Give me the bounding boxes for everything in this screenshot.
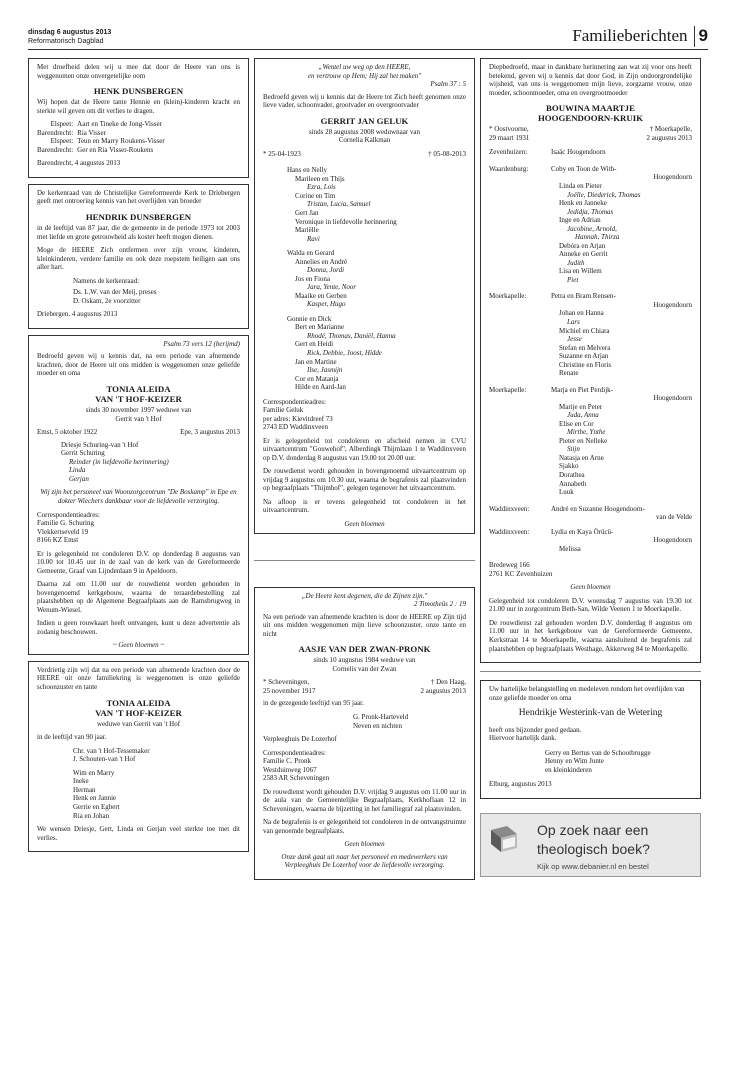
family-list	[37, 120, 240, 154]
widow-line: sinds 30 november 1997 weduwe van	[85, 406, 192, 415]
after-text: Na afloop is er tevens gelegenheid tot condoleren in het uitvaartcentrum.	[263, 497, 466, 515]
address-line: Vlekkertseveld 19	[37, 527, 89, 536]
family-member: Linda en Pieter	[559, 182, 602, 190]
family-member: Hilde en Aard-Jan	[295, 383, 346, 392]
deceased-name: AASJE VAN DER ZWAN-PRONK	[298, 644, 431, 655]
newspaper-name: Reformatorisch Dagblad	[28, 38, 104, 46]
thanks-line: heeft ons bijzonder goed gedaan.	[489, 725, 582, 734]
family-member: Henk en Janneke	[559, 199, 607, 208]
grandchildren: Ravi	[307, 234, 320, 243]
family-member: Gert en Heidi	[295, 340, 334, 349]
thanks-text	[489, 726, 692, 743]
death-info: Epe, 3 augustus 2013	[180, 428, 240, 437]
notice-aasje-van-der-zwan	[254, 587, 475, 880]
service-text: Daarna zal om 11.00 uur de rouwdienst worden gehouden in bovengenoemd kerkgebouw, waarna de teraardebestelling zal plaatshebben op de Algemene Begraafplaats aan de Ramsbrugweg in Wenum-Wiesel.	[37, 580, 240, 614]
signature-line: Henny en Wim Junte	[545, 757, 604, 766]
grandchildren: Mirthe, Ynthe	[567, 428, 606, 437]
notice-place-date: Elburg, augustus 2013	[489, 780, 552, 789]
family-member: Gonnie en Dick	[287, 314, 332, 323]
widower-line: sinds 28 augustus 2008 weduwnaar van	[308, 127, 420, 136]
death-date: 2 augustus 2013	[646, 133, 692, 142]
notice-henk-dunsbergen	[28, 58, 249, 178]
address-line: 2583 AR Scheveningen	[263, 774, 330, 783]
wish-text: We wensen Driesje, Gert, Linda en Gerjan veel sterkte toe met dit verlies.	[37, 825, 240, 842]
issue-date: dinsdag 6 augustus 2013	[28, 29, 112, 36]
header-title-block	[572, 26, 708, 47]
family-group-1	[263, 166, 466, 243]
grandchildren: Tristan, Lucia, Samuel	[307, 200, 371, 209]
birth-death	[263, 678, 466, 695]
family-member: Debóra en Arjan	[559, 241, 606, 250]
widow-line: sinds 10 augustus 1984 weduwe van	[313, 656, 416, 665]
birth-date: 25 november 1917	[263, 686, 316, 695]
notice-thanks-westerink	[480, 680, 701, 799]
family-place: Barendrecht:	[37, 128, 74, 137]
notice-intro: Na een periode van afnemende krachten is door de HEERE op Zijn tijd uit ons midden weggenomen mijn lieve schoonzuster, onze tante en nicht	[263, 612, 466, 638]
birth-death	[489, 125, 692, 142]
family-waddinxveen-2	[489, 528, 692, 554]
card-text: Indien u geen rouwkaart heeft ontvangen, kunt u deze advertentie als zodanig beschouwen.	[37, 619, 240, 636]
deceased-surname: VAN 'T HOF-KEIZER	[95, 394, 182, 405]
family-list	[37, 441, 240, 484]
family-names	[551, 528, 692, 554]
family-group-3	[263, 315, 466, 392]
grandchildren: Donna, Jordi	[307, 266, 345, 275]
header-meta	[28, 28, 228, 46]
deceased-name: HENK DUNSBERGEN	[93, 86, 184, 97]
family-member: Suzanne en Arjan	[559, 352, 609, 361]
notice-intro: Uw hartelijke belangstelling en medeleven rondom het overlijden van onze geliefde moeder en oma	[489, 685, 685, 702]
address-line: Familie C. Pronk	[263, 757, 312, 766]
age-text: in de leeftijd van 90 jaar.	[37, 733, 107, 742]
service-text: De rouwdienst zal gehouden worden D.V. donderdag 8 augustus om 11.00 uur in het kerkgebouw van de Gereformeerde Gemeente, Kerkstraat 14 te Moerkapelle, waarna aansluitend de begrafenis zal plaatshebben op begraafplaats Westhage, Akkerweg 84 te Moerkapelle.	[489, 618, 692, 653]
family-names: Aart en Tineke de Jong-Visser	[77, 120, 162, 129]
family-names	[551, 165, 692, 284]
birth-date: 29 maart 1931	[489, 133, 530, 142]
grandchildren: Lars	[567, 317, 580, 326]
family-place: Waardenburg:	[489, 164, 529, 173]
notice-intro: Bedroefd geven wij u kennis dat de Heere tot Zich heeft genomen onze lieve vader, schoonvader, grootvader en overgrootvader	[263, 92, 466, 110]
family-place: Waddinxveen:	[489, 504, 530, 513]
notice-tonia-van-t-hof-2	[28, 661, 249, 852]
correspondence-address	[37, 511, 240, 545]
family-member: Anneke en Gerrit	[559, 250, 608, 259]
address-line: Westduinweg 1067	[263, 765, 317, 774]
correspondence-address	[263, 398, 466, 432]
spouse-name: Gerrit van 't Hof	[115, 414, 162, 423]
signature-block	[37, 277, 240, 306]
family-member: Christine en Floris	[559, 360, 612, 369]
family-member: Coby en Toon de With-	[551, 164, 617, 173]
family-member: Gerjan	[69, 474, 89, 483]
family-names: Ria Visser	[77, 128, 106, 137]
page-number: 9	[698, 26, 708, 45]
family-member: Petra en Bram Rensen-	[551, 292, 616, 301]
grandchildren: Jara, Yente, Noor	[307, 283, 357, 292]
column-right	[480, 58, 701, 1048]
birth-place: * Oostvoorne,	[489, 125, 529, 134]
birth-info: * 25-04-1923	[263, 149, 301, 158]
condolence-text: Er is gelegenheid tot condoleren D.V. op donderdag 8 augustus van 10.00 tot 10.45 uur in de zaal van de kerk van de Gereformeerde Gemeente, Graaf van Lijndenlaan 9 in Apeldoorn.	[37, 549, 240, 575]
family-member: Michiel en Chiara	[559, 326, 610, 335]
death-place: † Den Haag,	[430, 678, 466, 687]
family-names: Teun en Marry Roukens-Visser	[77, 137, 165, 146]
thanks-text: Onze dank gaat uit naar het personeel en medewerkers van Verpleeghuis De Lozerhof voor de liefdevolle verzorging.	[281, 852, 448, 870]
family-member: Driesje Schuring-van 't Hof	[61, 440, 139, 449]
ad-headline-2: theologisch boek?	[537, 840, 650, 857]
family-member: Hoogendoorn	[653, 300, 692, 309]
address-line: Familie Geluk	[263, 406, 304, 415]
notice-hendrik-dunsbergen	[28, 184, 249, 329]
family-member: Dorathea	[559, 471, 585, 479]
family-member: Hans en Nelly	[287, 166, 328, 175]
address-line: 2743 ED Waddinxveen	[263, 423, 329, 432]
condolence-text: Na de begrafenis is er gelegenheid tot condoleren in de ontvangstruimte van genoemde begraafplaats.	[263, 818, 466, 835]
signature-line: D. Oskam, 2e voorzitter	[73, 296, 141, 305]
birth-death	[263, 150, 466, 159]
family-member: Maaike en Gerben	[295, 291, 347, 300]
deceased-first-names: BOUWINA MAARTJE	[546, 103, 635, 114]
family-member: Herman	[73, 785, 96, 794]
deceased-name: Hendrikje Westerink-van de Wetering	[518, 708, 663, 719]
section-title: Familieberichten	[572, 26, 694, 47]
address-line: per adres: Kievitdreef 73	[263, 414, 333, 423]
condolence-text: Gelegenheid tot condoleren D.V. woensdag 7 augustus van 19.30 tot 21.00 uur in zorgcentrum Beth-San, Wilde Veenen 1 te Moerkapelle.	[489, 596, 692, 614]
family-member: Johan en Hanna	[559, 309, 604, 318]
family-place: Moerkapelle:	[489, 385, 527, 394]
signature-line: Ds. L.W. van der Meij, preses	[73, 288, 157, 297]
grandchildren: Jacobine, Arnold,	[567, 224, 617, 233]
family-member: Lydia en Kaya Örücü-	[551, 527, 614, 536]
notice-intro: De kerkenraad van de Christelijke Gereformeerde Kerk te Driebergen geeft met ontroering kennis van het overlijden van broeder	[37, 188, 240, 206]
signature-line: Neven en nichten	[353, 721, 402, 730]
notice-text: Moge de HEERE Zich ontfermen over zijn vrouw, kinderen, kleinkinderen, verdere familie en ook deze roepstem heiligen aan ons aller hart.	[37, 246, 240, 272]
family-member: Cor en Matanja	[295, 374, 339, 383]
no-flowers: Geen bloemen	[344, 840, 385, 849]
thanks-line: Hiervoor hartelijk dank.	[489, 734, 557, 743]
family-zevenhuizen	[489, 148, 692, 157]
notice-bouwina-hoogendoorn	[480, 58, 701, 663]
notice-place-date: Barendrecht, 4 augustus 2013	[37, 159, 121, 168]
death-info	[647, 125, 693, 142]
family-member: Pieter en Nelleke	[559, 436, 608, 445]
family-member: Veronique in liefdevolle herinnering	[295, 217, 397, 226]
nephews-list	[37, 769, 240, 820]
family-place: Elspeet:	[50, 137, 74, 146]
family-place: Elspeet:	[50, 120, 74, 129]
ad-headline-1: Op zoek naar een	[537, 821, 649, 838]
family-member: Gerrit Schuring	[61, 449, 105, 458]
divider	[480, 671, 701, 672]
family-member: Annelies en André	[295, 257, 348, 266]
family-place: Moerkapelle:	[489, 292, 527, 301]
address-label: Correspondentieadres:	[37, 510, 100, 519]
notice-intro: Met droefheid delen wij u mee dat door de Heere van ons is weggenomen onze onvergetelijke oom	[37, 63, 240, 80]
family-place: Zevenhuizen:	[489, 148, 528, 157]
family-place: Barendrecht:	[37, 145, 74, 154]
signature-block	[489, 749, 692, 775]
deceased-surname: HOOGENDOORN-KRUIK	[537, 113, 644, 124]
grandchildren: Rhodé, Thomas, Daniël, Hanna	[307, 331, 396, 340]
birth-death	[37, 428, 240, 437]
quote-reference: Psalm 37 : 5	[430, 80, 466, 89]
quote-line: en vertrouw op Hem; Hij zal het maken"	[307, 71, 422, 80]
notice-intro: Bedroefd geven wij u kennis dat, na een periode van afnemende krachten, door de Heere uit ons midden is weggenomen onze geliefde moeder en oma	[37, 352, 240, 378]
notice-text: Wij hopen dat de Heere tante Hennie en (klein)-kinderen kracht en sterkte wil geven om dit verlies te dragen.	[37, 98, 240, 115]
family-member: Jan en Martine	[295, 357, 337, 366]
family-member: Henk en Jannie	[73, 794, 117, 803]
family-member: Gerrie en Egbert	[73, 803, 120, 811]
quote-line: „De Heere kent degenen, die de Zijnen zijn."	[301, 591, 428, 600]
family-member: Mariëlle	[295, 226, 319, 235]
family-member: Renate	[559, 369, 579, 378]
family-names	[551, 386, 692, 497]
header-rule	[28, 49, 708, 50]
care-home: Verpleeghuis De Lozerhof	[263, 735, 337, 744]
deceased-first-names: TONIA ALEIDA	[106, 697, 171, 708]
death-info: † 05-08-2013	[428, 149, 466, 158]
quote-reference: 2 Timotheüs 2 : 19	[413, 600, 466, 609]
grandchildren: Kasper, Hugo	[307, 300, 346, 309]
family-waddinxveen-1	[489, 505, 692, 522]
family-member: Elise en Cor	[559, 419, 594, 428]
signature-head: Namens de kerkenraad:	[73, 276, 140, 285]
family-member: Natasja en Arne	[559, 453, 604, 462]
family-member: Hoogendoorn	[653, 394, 692, 403]
address-line: 2761 KC Zevenhuizen	[489, 569, 553, 578]
family-member: Ineke	[73, 777, 89, 786]
deceased-surname: VAN 'T HOF-KEIZER	[95, 707, 182, 718]
spouse-name: Cornelis van der Zwan	[332, 664, 397, 673]
grandchildren: Rick, Debbie, Joost, Hidde	[307, 348, 383, 357]
death-info	[421, 678, 467, 695]
quote-line: „Wentel uw weg op den HEERE,	[318, 63, 411, 71]
family-member: Stefan en Melvera	[559, 343, 611, 352]
address-label: Correspondentieadres:	[263, 397, 326, 406]
family-member: Reinder (in liefdevolle herinnering)	[69, 457, 169, 466]
family-member: Linda	[69, 466, 86, 475]
signature-line: Gerry en Bertus van de Schootbrugge	[545, 748, 651, 757]
address-line: Familie G. Schuring	[37, 519, 94, 528]
notice-text: in de leeftijd van 87 jaar, die de gemeente in de periode 1973 tot 2003 met liefde en grote getrouwheid als koster heeft mogen dienen.	[37, 224, 240, 241]
family-member: Chr. van 't Hof-Tessemaker	[73, 746, 150, 755]
family-member: Annabeth	[559, 479, 587, 488]
death-place: † Moerkapelle,	[649, 125, 692, 134]
family-names: Ger en Ria Visser-Roukens	[77, 145, 154, 154]
family-moerkapelle-2	[489, 386, 692, 497]
family-names	[551, 505, 692, 522]
birth-place: * Scheveningen,	[263, 678, 310, 687]
family-member: Marja en Piet Perdijk-	[551, 385, 614, 394]
family-member: Corine en Tim	[295, 191, 336, 200]
bible-quote	[263, 592, 466, 609]
divider	[254, 560, 475, 561]
grandchildren: Hannah, Thirza	[575, 233, 620, 242]
family-member: Sjakko	[559, 462, 579, 471]
grandchildren: Judith	[567, 258, 585, 267]
grandchildren: Ilse, Jasmijn	[307, 366, 343, 375]
family-member: Wim en Marry	[73, 768, 115, 777]
family-member: van de Velde	[655, 513, 692, 522]
family-group-2	[263, 249, 466, 309]
column-left	[28, 58, 249, 1048]
family-member: Inge en Adrian	[559, 216, 601, 225]
birth-info	[263, 678, 316, 695]
family-waardenburg	[489, 165, 692, 284]
family-member: Luuk	[559, 488, 574, 497]
address-line: Bredeweg 166	[489, 561, 530, 570]
notice-gerrit-jan-geluk	[254, 58, 475, 534]
deceased-name: GERRIT JAN GELUK	[320, 115, 409, 126]
service-text: De rouwdienst wordt gehouden D.V. vrijdag 9 augustus om 11.00 uur in de aula van de Gemeentelijke Begraafplaats, Kerkhoflaan 12 in Scheveningen, waarna de bijzetting in het familiegraf zal plaatsvinden.	[263, 787, 466, 813]
column-middle	[254, 58, 475, 1048]
signature-block	[263, 713, 466, 730]
address-label: Correspondentieadres:	[263, 748, 326, 757]
grandchildren: Stijn	[567, 445, 580, 454]
grandchildren: Piet	[567, 275, 579, 284]
grandchildren: Jesse	[567, 335, 582, 344]
advertisement-de-banier[interactable]	[480, 813, 701, 877]
family-member: Ria en Johan	[73, 811, 110, 820]
no-flowers: Geen bloemen	[570, 583, 611, 592]
notice-tonia-van-t-hof-1	[28, 335, 249, 655]
deceased-name: HENDRIK DUNSBERGEN	[85, 211, 192, 222]
grandchildren: Juda, Anna	[567, 411, 599, 420]
widow-line: weduwe van Gerrit van 't Hof	[96, 719, 181, 728]
service-text: De rouwdienst wordt gehouden in bovengenoemd uitvaartcentrum op vrijdag 9 augustus om 10.30 uur, waarna de begrafenis zal plaatsvinden op begraafplaats "Thijmhof", gelegen tegenover het uitvaartcentrum.	[263, 467, 466, 493]
birth-info: Emst, 5 oktober 1922	[37, 428, 98, 437]
signature-line: G. Pronk-Harteveld	[353, 712, 409, 721]
bible-quote	[263, 63, 466, 89]
family-member: Gert Jan	[295, 209, 319, 218]
family-member: Jos en Fiona	[295, 274, 330, 283]
family-names	[551, 292, 692, 377]
grandchildren: Ezra, Lois	[307, 183, 336, 192]
family-member: André en Suzanne Hoogendoorn-	[551, 504, 645, 513]
family-member: J. Schouten-van 't Hof	[73, 755, 136, 764]
family-member: Marije en Peter	[559, 402, 603, 411]
thanks-text: Wij zijn het personeel van Woonzorgcentrum "De Boskamp" in Epe en dokter Wiechers dankbaar voor de liefdevolle verzorging.	[40, 488, 237, 505]
birth-info	[489, 125, 529, 142]
book-icon	[487, 824, 521, 854]
death-date: 2 augustus 2013	[420, 686, 466, 695]
family-place: Waddinxveen:	[489, 527, 530, 536]
family-moerkapelle-1	[489, 292, 692, 377]
grandchildren: Joëlle, Diederick, Thomas	[567, 190, 641, 199]
family-member: Hoogendoorn	[653, 536, 692, 545]
address-line: 8166 KZ Emst	[37, 536, 79, 545]
signature-line: en kleinkinderen	[545, 765, 592, 774]
spouse-name: Cornelia Kalkman	[338, 136, 391, 145]
no-flowers: Geen bloemen	[344, 520, 385, 529]
family-member: Lisa en Willem	[559, 267, 602, 276]
family-member: Melissa	[559, 544, 581, 553]
family-member: Marileen en Thijs	[295, 174, 345, 183]
family-member: Bert en Marianne	[295, 323, 344, 332]
notice-intro: Verdrietig zijn wij dat na een periode van afnemende krachten door de HEERE uit onze familiekring is weggenomen is onze geliefde schoonzuster en tante	[37, 665, 240, 691]
family-member: Hoogendoorn	[653, 173, 692, 182]
grandchildren: Jedidja, Thomas	[567, 207, 614, 216]
ad-link-text: Kijk op www.debanier.nl en bestel	[537, 861, 649, 871]
correspondence-address	[263, 749, 466, 783]
notice-place-date: Driebergen, 4 augustus 2013	[37, 310, 118, 319]
family-member: Walda en Gerard	[287, 249, 335, 258]
no-flowers: ~ Geen bloemen ~	[112, 641, 165, 650]
deceased-first-names: TONIA ALEIDA	[106, 383, 171, 394]
bible-verse: Psalm 73 vers 12 (berijmd)	[163, 339, 240, 348]
condolence-text: Er is gelegenheid tot condoleren en afscheid nemen in CVU uitvaartcentrum "Gouwehof", Alberdingk Thijmlaan 1 te Waddinxveen op D.V. donderdag 8 augustus van 19.00 tot 20.00 uur.	[263, 436, 466, 462]
age-text: in de gezegende leeftijd van 95 jaar.	[263, 699, 364, 708]
family-list	[37, 747, 240, 764]
notice-intro: Diepbedroefd, maar in dankbare herinnering aan wat zij voor ons heeft betekend, geven wij u kennis dat door God, in Zijn ondoorgrondelijke wijsheid, van ons is weggenomen mijn lieve, zorgzame vrouw, onze moeder, schoonmoeder, oma en overgrootmoeder	[489, 63, 692, 97]
family-member: Isaäc Hoogendoorn	[551, 148, 606, 157]
correspondence-address	[489, 561, 692, 578]
